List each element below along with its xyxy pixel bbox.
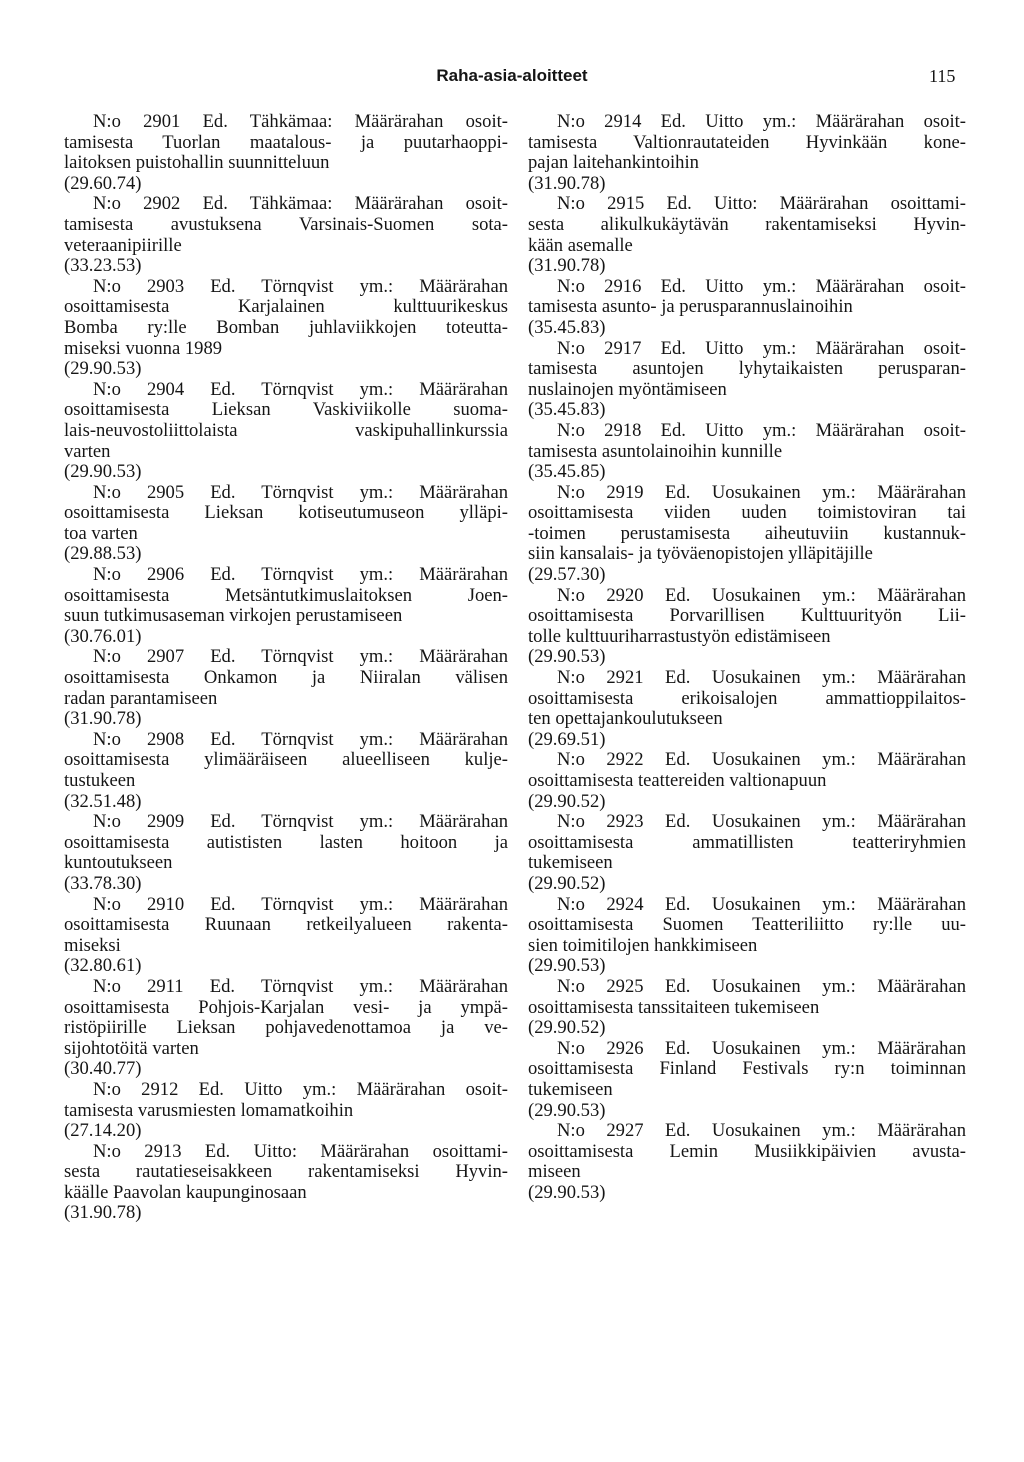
- motion-text-line: tamisesta Valtionrautateiden Hyvinkään kone-: [528, 131, 966, 153]
- budget-reference: (29.90.53): [64, 358, 142, 380]
- motion-text-line: sijohtotöitä varten: [64, 1037, 199, 1059]
- motion-heading-line: N:o 2922 Ed. Uosukainen ym.: Määrärahan: [557, 749, 966, 771]
- motion-text-line: varten: [64, 440, 111, 462]
- motion-text-line: pajan laitehankintoihin: [528, 152, 699, 174]
- motion-text-line: tukemiseen: [528, 1078, 613, 1100]
- motion-text-line: miseksi vuonna 1989: [64, 337, 223, 359]
- motion-text-line: osoittamisesta viiden uuden toimistoviran tai: [528, 502, 966, 524]
- motion-text-line: osoittamisesta Metsäntutkimuslaitoksen Joen-: [64, 584, 508, 606]
- motion-text-line: kuntoutukseen: [64, 852, 173, 874]
- motion-heading-line: N:o 2925 Ed. Uosukainen ym.: Määrärahan: [557, 975, 966, 997]
- motion-entry: [64, 730, 508, 812]
- left-column: [64, 112, 508, 1224]
- motion-text-line: tamisesta asuntojen lyhytaikaisten perusparan-: [528, 358, 966, 380]
- motion-heading-line: N:o 2927 Ed. Uosukainen ym.: Määrärahan: [557, 1120, 966, 1142]
- budget-reference: (29.69.51): [528, 728, 606, 750]
- budget-reference: (29.90.53): [528, 646, 606, 668]
- motion-entry: [64, 812, 508, 894]
- budget-reference: (29.90.52): [528, 872, 606, 894]
- motion-entry: [528, 750, 966, 812]
- motion-entry: [528, 1121, 966, 1203]
- motion-heading-line: N:o 2921 Ed. Uosukainen ym.: Määrärahan: [557, 667, 966, 689]
- budget-reference: (31.90.78): [528, 255, 606, 277]
- motion-text-line: ristöpiirille Lieksan pohjavedenottamoa ja ve-: [64, 1017, 508, 1039]
- budget-reference: (29.57.30): [528, 564, 606, 586]
- motion-entry: [64, 194, 508, 276]
- motion-entry: [64, 380, 508, 483]
- motion-text-line: suun tutkimusaseman virkojen perustamiseen: [64, 605, 403, 627]
- motion-entry: [64, 277, 508, 380]
- motion-heading-line: N:o 2902 Ed. Tähkämaa: Määrärahan osoit-: [93, 193, 508, 215]
- motion-heading-line: N:o 2903 Ed. Törnqvist ym.: Määrärahan: [93, 275, 508, 297]
- budget-reference: (29.88.53): [64, 543, 142, 565]
- budget-reference: (29.90.52): [528, 790, 606, 812]
- motion-text-line: tamisesta asunto- ja perusparannuslainoihin: [528, 296, 853, 318]
- motion-text-line: osoittamisesta autististen lasten hoitoon ja: [64, 831, 508, 853]
- motion-text-line: sesta rautatieseisakkeen rakentamiseksi Hyvin-: [64, 1161, 508, 1183]
- motion-text-line: radan parantamiseen: [64, 687, 218, 709]
- motion-entry: [528, 668, 966, 750]
- motion-text-line: osoittamisesta ylimääräiseen alueelliseen kulje-: [64, 749, 508, 771]
- motion-text-line: käälle Paavolan kaupunginosaan: [64, 1181, 307, 1203]
- motion-heading-line: N:o 2914 Ed. Uitto ym.: Määrärahan osoit-: [557, 111, 966, 132]
- motion-text-line: osoittamisesta erikoisalojen ammattioppilaitos-: [528, 687, 966, 709]
- motion-heading-line: N:o 2923 Ed. Uosukainen ym.: Määrärahan: [557, 811, 966, 833]
- motion-heading-line: N:o 2918 Ed. Uitto ym.: Määrärahan osoit-: [557, 419, 966, 441]
- motion-heading-line: N:o 2917 Ed. Uitto ym.: Määrärahan osoit-: [557, 337, 966, 359]
- motion-text-line: tamisesta asuntolainoihin kunnille: [528, 440, 783, 462]
- motion-entry: [64, 977, 508, 1080]
- motion-text-line: osoittamisesta Onkamon ja Niiralan välisen: [64, 667, 508, 689]
- motion-text-line: osoittamisesta Suomen Teatteriliitto ry:lle uu-: [528, 914, 966, 936]
- motion-text-line: Bomba ry:lle Bomban juhlaviikkojen toteutta-: [64, 316, 508, 338]
- budget-reference: (29.90.53): [64, 461, 142, 483]
- motion-text-line: nuslainojen myöntämiseen: [528, 378, 727, 400]
- motion-heading-line: N:o 2905 Ed. Törnqvist ym.: Määrärahan: [93, 481, 508, 503]
- motion-text-line: osoittamisesta teattereiden valtionapuun: [528, 770, 827, 791]
- motion-heading-line: N:o 2908 Ed. Törnqvist ym.: Määrärahan: [93, 728, 508, 750]
- motion-text-line: osoittamisesta ammatillisten teatteriryhmien: [528, 831, 966, 853]
- motion-entry: [64, 1142, 508, 1224]
- motion-heading-line: N:o 2906 Ed. Törnqvist ym.: Määrärahan: [93, 564, 508, 586]
- motion-entry: [64, 1080, 508, 1142]
- motion-heading-line: N:o 2926 Ed. Uosukainen ym.: Määrärahan: [557, 1037, 966, 1059]
- budget-reference: (32.80.61): [64, 955, 142, 977]
- budget-reference: (33.78.30): [64, 872, 142, 894]
- budget-reference: (27.14.20): [64, 1120, 142, 1142]
- motion-entry: [528, 1039, 966, 1121]
- motion-entry: [528, 812, 966, 894]
- motion-text-line: osoittamisesta tanssitaiteen tukemiseen: [528, 996, 820, 1018]
- motion-text-line: -toimen perustamisesta aiheutuviin kustannuk-: [528, 522, 966, 544]
- budget-reference: (35.45.85): [528, 461, 606, 483]
- motion-entry: [528, 112, 966, 194]
- motion-entry: [528, 483, 966, 586]
- motion-entry: [528, 339, 966, 421]
- motion-heading-line: N:o 2915 Ed. Uitto: Määrärahan osoittami-: [557, 193, 966, 215]
- motion-text-line: ten opettajankoulutukseen: [528, 708, 723, 730]
- motion-entry: [64, 112, 508, 194]
- budget-reference: (35.45.83): [528, 399, 606, 421]
- motion-heading-line: N:o 2919 Ed. Uosukainen ym.: Määrärahan: [557, 481, 966, 503]
- motion-heading-line: N:o 2904 Ed. Törnqvist ym.: Määrärahan: [93, 378, 508, 400]
- motion-text-line: sesta alikulkukäytävän rakentamiseksi Hyvin-: [528, 213, 966, 235]
- budget-reference: (29.90.53): [528, 1181, 606, 1203]
- motion-text-line: osoittamisesta Karjalainen kulttuurikeskus: [64, 296, 508, 318]
- budget-reference: (30.40.77): [64, 1058, 142, 1080]
- page-number: 115: [929, 66, 956, 86]
- budget-reference: (33.23.53): [64, 255, 142, 277]
- budget-reference: (29.90.53): [528, 955, 606, 977]
- motion-text-line: veteraanipiirille: [64, 234, 182, 256]
- motion-heading-line: N:o 2916 Ed. Uitto ym.: Määrärahan osoit-: [557, 275, 966, 297]
- motion-entry: [64, 647, 508, 729]
- motion-heading-line: N:o 2910 Ed. Törnqvist ym.: Määrärahan: [93, 893, 508, 915]
- motion-heading-line: N:o 2913 Ed. Uitto: Määrärahan osoittami-: [93, 1140, 508, 1162]
- motion-heading-line: N:o 2901 Ed. Tähkämaa: Määrärahan osoit-: [93, 111, 508, 132]
- motion-text-line: tamisesta varusmiesten lomamatkoihin: [64, 1099, 354, 1121]
- budget-reference: (30.76.01): [64, 625, 142, 647]
- motion-entry: [64, 483, 508, 565]
- motion-text-line: lais-neuvostoliittolaista vaskipuhallinkurssia: [64, 419, 508, 441]
- budget-reference: (31.90.78): [64, 1202, 142, 1224]
- motion-heading-line: N:o 2909 Ed. Törnqvist ym.: Määrärahan: [93, 811, 508, 833]
- motion-heading-line: N:o 2911 Ed. Törnqvist ym.: Määrärahan: [93, 975, 508, 997]
- right-column: [528, 112, 966, 1203]
- budget-reference: (32.51.48): [64, 790, 142, 812]
- motion-text-line: osoittamisesta Finland Festivals ry:n toiminnan: [528, 1058, 966, 1080]
- page-title: Raha-asia-aloitteet: [436, 66, 588, 85]
- motion-text-line: miseksi: [64, 934, 121, 956]
- motion-entry: [528, 277, 966, 339]
- motion-text-line: tustukeen: [64, 770, 136, 791]
- motion-entry: [528, 421, 966, 483]
- motion-text-line: osoittamisesta Lieksan Vaskiviikolle suoma-: [64, 399, 508, 421]
- motion-entry: [528, 194, 966, 276]
- motion-text-line: toa varten: [64, 522, 138, 544]
- motion-entry: [528, 586, 966, 668]
- motion-text-line: osoittamisesta Lieksan kotiseutumuseon ylläpi-: [64, 502, 508, 524]
- motion-heading-line: N:o 2924 Ed. Uosukainen ym.: Määrärahan: [557, 893, 966, 915]
- motion-entry: [528, 977, 966, 1039]
- motion-entry: [64, 895, 508, 977]
- motion-text-line: osoittamisesta Ruunaan retkeilyalueen rakenta-: [64, 914, 508, 936]
- budget-reference: (29.60.74): [64, 172, 142, 194]
- budget-reference: (31.90.78): [528, 172, 606, 194]
- motion-text-line: osoittamisesta Pohjois-Karjalan vesi- ja ympä-: [64, 996, 508, 1018]
- motion-text-line: tolle kulttuuriharrastustyön edistämiseen: [528, 625, 831, 647]
- budget-reference: (31.90.78): [64, 708, 142, 730]
- budget-reference: (29.90.53): [528, 1099, 606, 1121]
- motion-text-line: sien toimitilojen hankkimiseen: [528, 934, 758, 956]
- budget-reference: (29.90.52): [528, 1017, 606, 1039]
- motion-text-line: tukemiseen: [528, 852, 613, 874]
- motion-text-line: tamisesta avustuksena Varsinais-Suomen sota-: [64, 213, 508, 235]
- motion-heading-line: N:o 2912 Ed. Uitto ym.: Määrärahan osoit-: [93, 1078, 508, 1100]
- budget-reference: (35.45.83): [528, 316, 606, 338]
- motion-text-line: siin kansalais- ja työväenopistojen ylläpitäjille: [528, 543, 873, 565]
- motion-text-line: osoittamisesta Lemin Musiikkipäivien avusta-: [528, 1140, 966, 1162]
- motion-text-line: miseen: [528, 1161, 581, 1183]
- motion-heading-line: N:o 2920 Ed. Uosukainen ym.: Määrärahan: [557, 584, 966, 606]
- motion-text-line: kään asemalle: [528, 234, 633, 256]
- motion-text-line: osoittamisesta Porvarillisen Kulttuurityön Lii-: [528, 605, 966, 627]
- motion-entry: [528, 895, 966, 977]
- motion-text-line: tamisesta Tuorlan maatalous- ja puutarhaoppi-: [64, 131, 508, 153]
- motion-entry: [64, 565, 508, 647]
- motion-text-line: laitoksen puistohallin suunnitteluun: [64, 152, 330, 174]
- motion-heading-line: N:o 2907 Ed. Törnqvist ym.: Määrärahan: [93, 646, 508, 668]
